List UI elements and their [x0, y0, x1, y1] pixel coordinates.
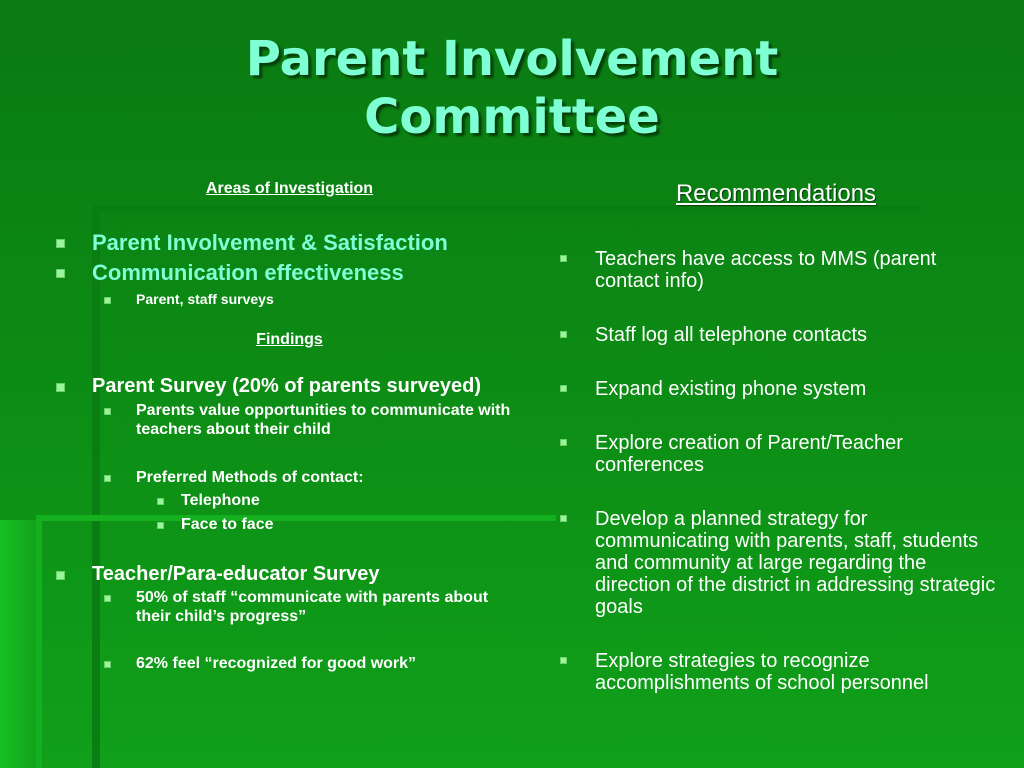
bullet-icon: [560, 331, 567, 338]
list-item: Teacher/Para-educator Survey: [52, 563, 527, 585]
bullet-icon: [560, 657, 567, 664]
bullet-icon: [157, 498, 164, 505]
left-column: [52, 180, 527, 673]
recommendations-list: [556, 248, 996, 694]
bullet-icon: [560, 439, 567, 446]
list-item: Expand existing phone system: [556, 378, 996, 400]
bullet-icon: [157, 522, 164, 529]
slide-title: [0, 30, 1024, 146]
list-item: 62% feel “recognized for good work”: [52, 654, 527, 673]
bullet-icon: [104, 408, 111, 415]
list-item: Preferred Methods of contact:: [52, 468, 527, 487]
list-item: Parents value opportunities to communicate with teachers about their child: [52, 401, 527, 439]
bullet-icon: [560, 385, 567, 392]
findings-heading: Findings: [256, 331, 323, 348]
bullet-icon: [104, 297, 111, 304]
decor-line: [36, 515, 42, 768]
areas-list: [52, 228, 527, 309]
bullet-icon: [560, 255, 567, 262]
areas-heading: Areas of Investigation: [205, 180, 374, 197]
bullet-icon: [56, 239, 65, 248]
bullet-icon: [104, 475, 111, 482]
right-column: [556, 180, 996, 694]
list-item: Parent, staff surveys: [52, 290, 527, 309]
list-item: Explore creation of Parent/Teacher conferences: [556, 432, 996, 476]
bullet-icon: [104, 595, 111, 602]
list-item: Teachers have access to MMS (parent contact info): [556, 248, 996, 292]
background-glow: [0, 520, 40, 768]
bullet-icon: [104, 661, 111, 668]
findings-list: [52, 375, 527, 673]
title-line-1: Parent Involvement: [245, 31, 779, 87]
list-item: Explore strategies to recognize accomplishments of school personnel: [556, 650, 996, 694]
bullet-icon: [56, 571, 65, 580]
recommendations-heading: Recommendations: [675, 180, 877, 207]
list-item: 50% of staff “communicate with parents about their child’s progress”: [52, 588, 527, 626]
list-item: Face to face: [52, 513, 527, 537]
list-item: Telephone: [52, 489, 527, 513]
list-item: Staff log all telephone contacts: [556, 324, 996, 346]
list-item: Develop a planned strategy for communicating with parents, staff, students and community at large regarding the direction of the district in addressing strategic goals: [556, 508, 996, 618]
bullet-icon: [56, 383, 65, 392]
list-item: Communication effectiveness: [52, 258, 527, 288]
bullet-icon: [560, 515, 567, 522]
list-item: Parent Involvement & Satisfaction: [52, 228, 527, 258]
list-item: Parent Survey (20% of parents surveyed): [52, 375, 527, 397]
title-line-2: Committee: [364, 89, 660, 145]
bullet-icon: [56, 269, 65, 278]
